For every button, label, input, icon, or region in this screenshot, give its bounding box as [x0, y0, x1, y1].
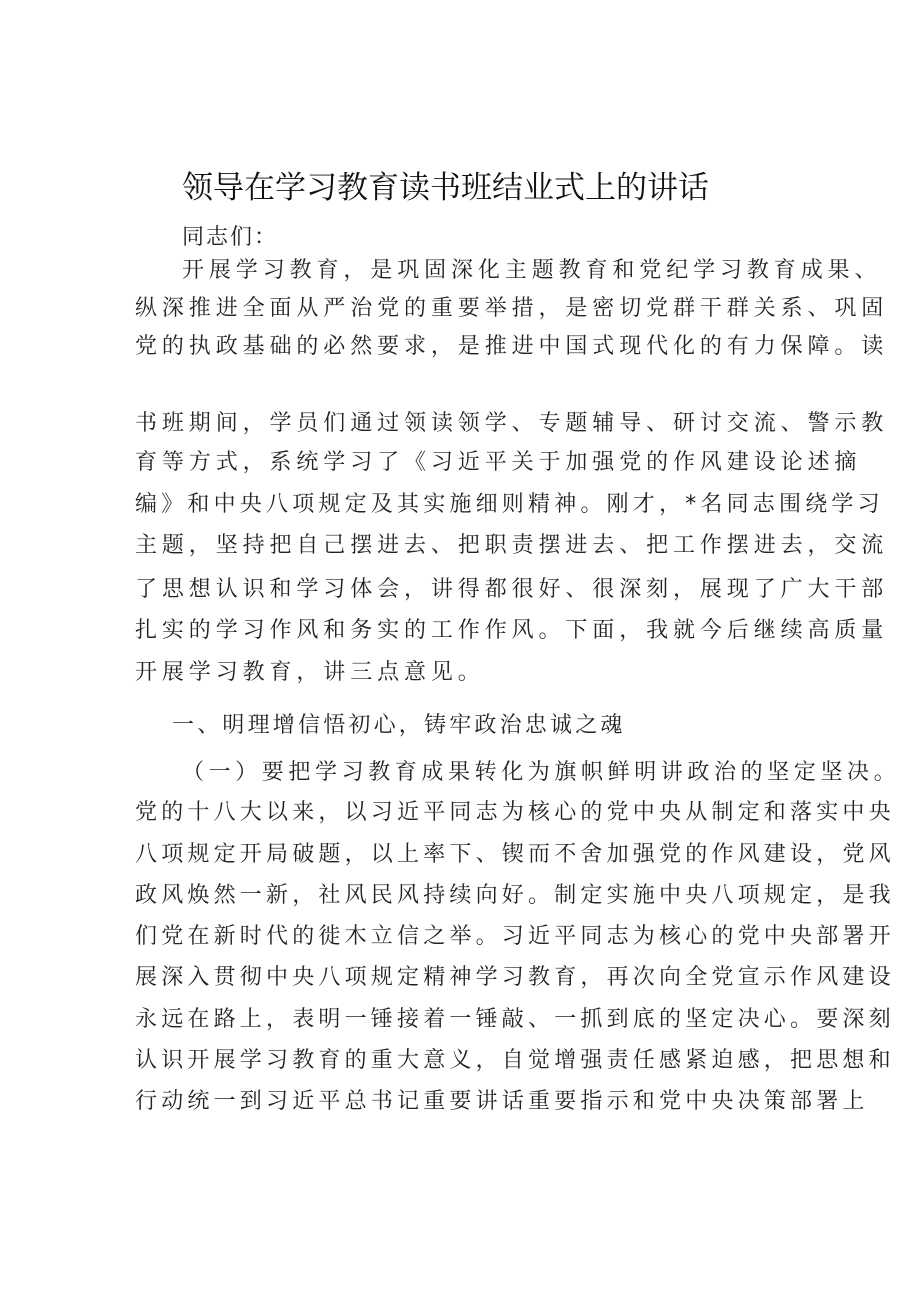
- paragraph-line: 永远在路上，表明一锤接着一锤敲、一抓到底的坚定决心。要深刻: [135, 1007, 895, 1032]
- paragraph-line: 认识开展学习教育的重大意义，自觉增强责任感紧迫感，把思想和: [135, 1048, 895, 1073]
- subsection-heading-line: （一）要把学习教育成果转化为旗帜鲜明讲政治的坚定坚决。: [182, 760, 901, 785]
- paragraph-line: 纵深推进全面从严治党的重要举措，是密切党群干群关系、巩固: [135, 296, 889, 321]
- paragraph-line: 开展学习教育，讲三点意见。: [135, 660, 485, 685]
- paragraph-line: 八项规定开局破题，以上率下、锲而不舍加强党的作风建设，党风: [135, 842, 895, 867]
- paragraph-line: 书班期间，学员们通过领读领学、专题辅导、研讨交流、警示教: [135, 411, 889, 436]
- document-title: 领导在学习教育读书班结业式上的讲话: [182, 170, 709, 206]
- paragraph-line: 们党在新时代的徙木立信之举。习近平同志为核心的党中央部署开: [135, 924, 895, 949]
- paragraph-line: 党的执政基础的必然要求，是推进中国式现代化的有力保障。读: [135, 334, 889, 359]
- paragraph-line: 党的十八大以来，以习近平同志为核心的党中央从制定和落实中央: [135, 800, 895, 825]
- paragraph-line: 编》和中央八项规定及其实施细则精神。刚才，*名同志围绕学习: [135, 492, 884, 517]
- paragraph-line: 行动统一到习近平总书记重要讲话重要指示和党中央决策部署上: [135, 1089, 869, 1114]
- section-heading: 一、明理增信悟初心，铸牢政治忠诚之魂: [172, 713, 626, 738]
- paragraph-line: 展深入贯彻中央八项规定精神学习教育，再次向全党宣示作风建设: [135, 965, 895, 990]
- paragraph-line: 了思想认识和学习体会，讲得都很好、很深刻，展现了广大干部: [135, 577, 889, 602]
- paragraph-line: 育等方式，系统学习了《习近平关于加强党的作风建设论述摘: [135, 450, 862, 475]
- paragraph-line: 开展学习教育，是巩固深化主题教育和党纪学习教育成果、: [182, 258, 882, 283]
- paragraph-line: 政风焕然一新，社风民风持续向好。制定实施中央八项规定，是我: [135, 883, 895, 908]
- paragraph-line: 主题，坚持把自己摆进去、把职责摆进去、把工作摆进去，交流: [135, 533, 889, 558]
- paragraph-line: 扎实的学习作风和务实的工作作风。下面，我就今后继续高质量: [135, 618, 889, 643]
- salutation: 同志们：: [182, 225, 279, 250]
